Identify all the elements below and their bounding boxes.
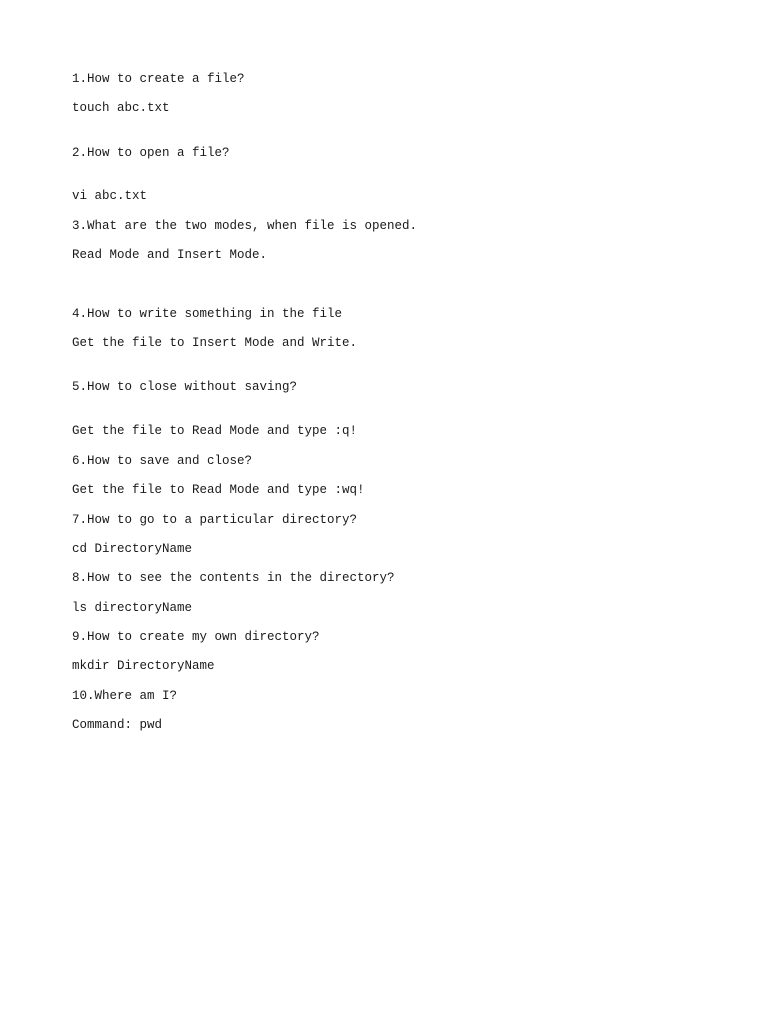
question-1: 1.How to create a file? [72,72,245,86]
answer-10: Command: pwd [72,718,163,732]
question-2: 2.How to open a file? [72,146,230,160]
answer-1: touch abc.txt [72,101,170,115]
answer-2: vi abc.txt [72,189,148,203]
question-4: 4.How to write something in the file [72,307,343,321]
answer-8: ls directoryName [72,601,193,615]
answer-7: cd DirectoryName [72,542,193,556]
answer-4: Get the file to Insert Mode and Write. [72,336,358,350]
question-5: 5.How to close without saving? [72,380,298,394]
question-10: 10.Where am I? [72,689,178,703]
answer-9: mkdir DirectoryName [72,659,215,673]
question-7: 7.How to go to a particular directory? [72,513,358,527]
answer-3: Read Mode and Insert Mode. [72,248,268,262]
answer-5: Get the file to Read Mode and type :q! [72,424,358,438]
answer-6: Get the file to Read Mode and type :wq! [72,483,365,497]
question-3: 3.What are the two modes, when file is opened. [72,219,418,233]
question-6: 6.How to save and close? [72,454,253,468]
question-8: 8.How to see the contents in the directory? [72,571,395,585]
question-9: 9.How to create my own directory? [72,630,320,644]
